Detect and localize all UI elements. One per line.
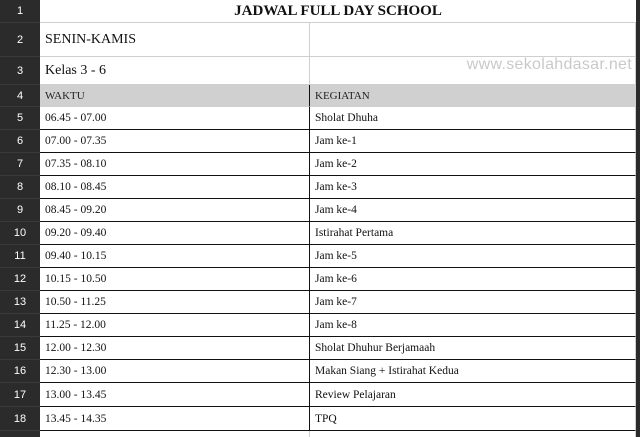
- activity-cell[interactable]: Jam ke-5: [310, 245, 636, 268]
- header-row: [0, 85, 640, 107]
- table-row: [0, 222, 640, 245]
- table-row: [0, 130, 640, 153]
- row-number[interactable]: 11: [0, 245, 40, 268]
- activity-cell[interactable]: Sholat Dhuha: [310, 107, 636, 130]
- activity-cell[interactable]: TPQ: [310, 407, 636, 431]
- row-number[interactable]: 17: [0, 383, 40, 407]
- table-row: [0, 107, 640, 130]
- row-number[interactable]: 9: [0, 199, 40, 222]
- activity-cell[interactable]: Istirahat Pertama: [310, 222, 636, 245]
- activity-cell[interactable]: Jam ke-1: [310, 130, 636, 153]
- table-row: [0, 199, 640, 222]
- row-number[interactable]: 2: [0, 23, 40, 57]
- row-number[interactable]: 18: [0, 407, 40, 431]
- row-number[interactable]: 6: [0, 130, 40, 153]
- days-cell[interactable]: SENIN-KAMIS: [40, 23, 310, 57]
- schedule-title[interactable]: JADWAL FULL DAY SCHOOL: [40, 0, 636, 23]
- activity-cell[interactable]: Jam ke-8: [310, 314, 636, 337]
- table-row: [0, 268, 640, 291]
- time-cell[interactable]: 09.40 - 10.15: [40, 245, 310, 268]
- time-cell[interactable]: 08.10 - 08.45: [40, 176, 310, 199]
- time-cell[interactable]: 12.30 - 13.00: [40, 360, 310, 383]
- row-number-empty: [0, 431, 40, 437]
- activity-cell[interactable]: Jam ke-3: [310, 176, 636, 199]
- time-cell[interactable]: 11.25 - 12.00: [40, 314, 310, 337]
- row-number[interactable]: 15: [0, 337, 40, 360]
- activity-cell[interactable]: Makan Siang + Istirahat Kedua: [310, 360, 636, 383]
- table-row: [0, 360, 640, 383]
- time-cell[interactable]: 10.50 - 11.25: [40, 291, 310, 314]
- row-number[interactable]: 12: [0, 268, 40, 291]
- table-row: [0, 176, 640, 199]
- row-number[interactable]: 14: [0, 314, 40, 337]
- activity-cell[interactable]: Review Pelajaran: [310, 383, 636, 407]
- sheet-row: [0, 0, 640, 23]
- row-number[interactable]: 7: [0, 153, 40, 176]
- table-row: [0, 153, 640, 176]
- table-row: [0, 383, 640, 407]
- empty-cell[interactable]: [40, 431, 310, 437]
- row-number[interactable]: 10: [0, 222, 40, 245]
- table-row: [0, 337, 640, 360]
- time-cell[interactable]: 09.20 - 09.40: [40, 222, 310, 245]
- activity-cell[interactable]: Jam ke-2: [310, 153, 636, 176]
- row-number[interactable]: 13: [0, 291, 40, 314]
- time-cell[interactable]: 13.00 - 13.45: [40, 383, 310, 407]
- row-number[interactable]: 1: [0, 0, 40, 23]
- table-row: [0, 291, 640, 314]
- empty-cell[interactable]: [310, 431, 636, 437]
- row-number[interactable]: 16: [0, 360, 40, 383]
- row-number[interactable]: 3: [0, 57, 40, 85]
- row-number[interactable]: 5: [0, 107, 40, 130]
- activity-cell[interactable]: Jam ke-6: [310, 268, 636, 291]
- time-cell[interactable]: 06.45 - 07.00: [40, 107, 310, 130]
- time-cell[interactable]: 07.35 - 08.10: [40, 153, 310, 176]
- activity-header[interactable]: KEGIATAN: [310, 85, 636, 107]
- time-cell[interactable]: 07.00 - 07.35: [40, 130, 310, 153]
- watermark: www.sekolahdasar.net: [466, 56, 632, 73]
- time-cell[interactable]: 12.00 - 12.30: [40, 337, 310, 360]
- sheet-row: [0, 23, 640, 57]
- time-cell[interactable]: 13.45 - 14.35: [40, 407, 310, 431]
- class-cell[interactable]: Kelas 3 - 6: [40, 57, 310, 85]
- activity-cell[interactable]: Jam ke-7: [310, 291, 636, 314]
- time-cell[interactable]: 10.15 - 10.50: [40, 268, 310, 291]
- activity-cell[interactable]: Sholat Dhuhur Berjamaah: [310, 337, 636, 360]
- table-row: [0, 245, 640, 268]
- time-cell[interactable]: 08.45 - 09.20: [40, 199, 310, 222]
- table-row: [0, 314, 640, 337]
- time-header[interactable]: WAKTU: [40, 85, 310, 107]
- row-number[interactable]: 4: [0, 85, 40, 107]
- table-row: [0, 407, 640, 431]
- sheet-row-partial: [0, 431, 640, 437]
- row-number[interactable]: 8: [0, 176, 40, 199]
- activity-cell[interactable]: Jam ke-4: [310, 199, 636, 222]
- empty-cell[interactable]: [310, 23, 636, 57]
